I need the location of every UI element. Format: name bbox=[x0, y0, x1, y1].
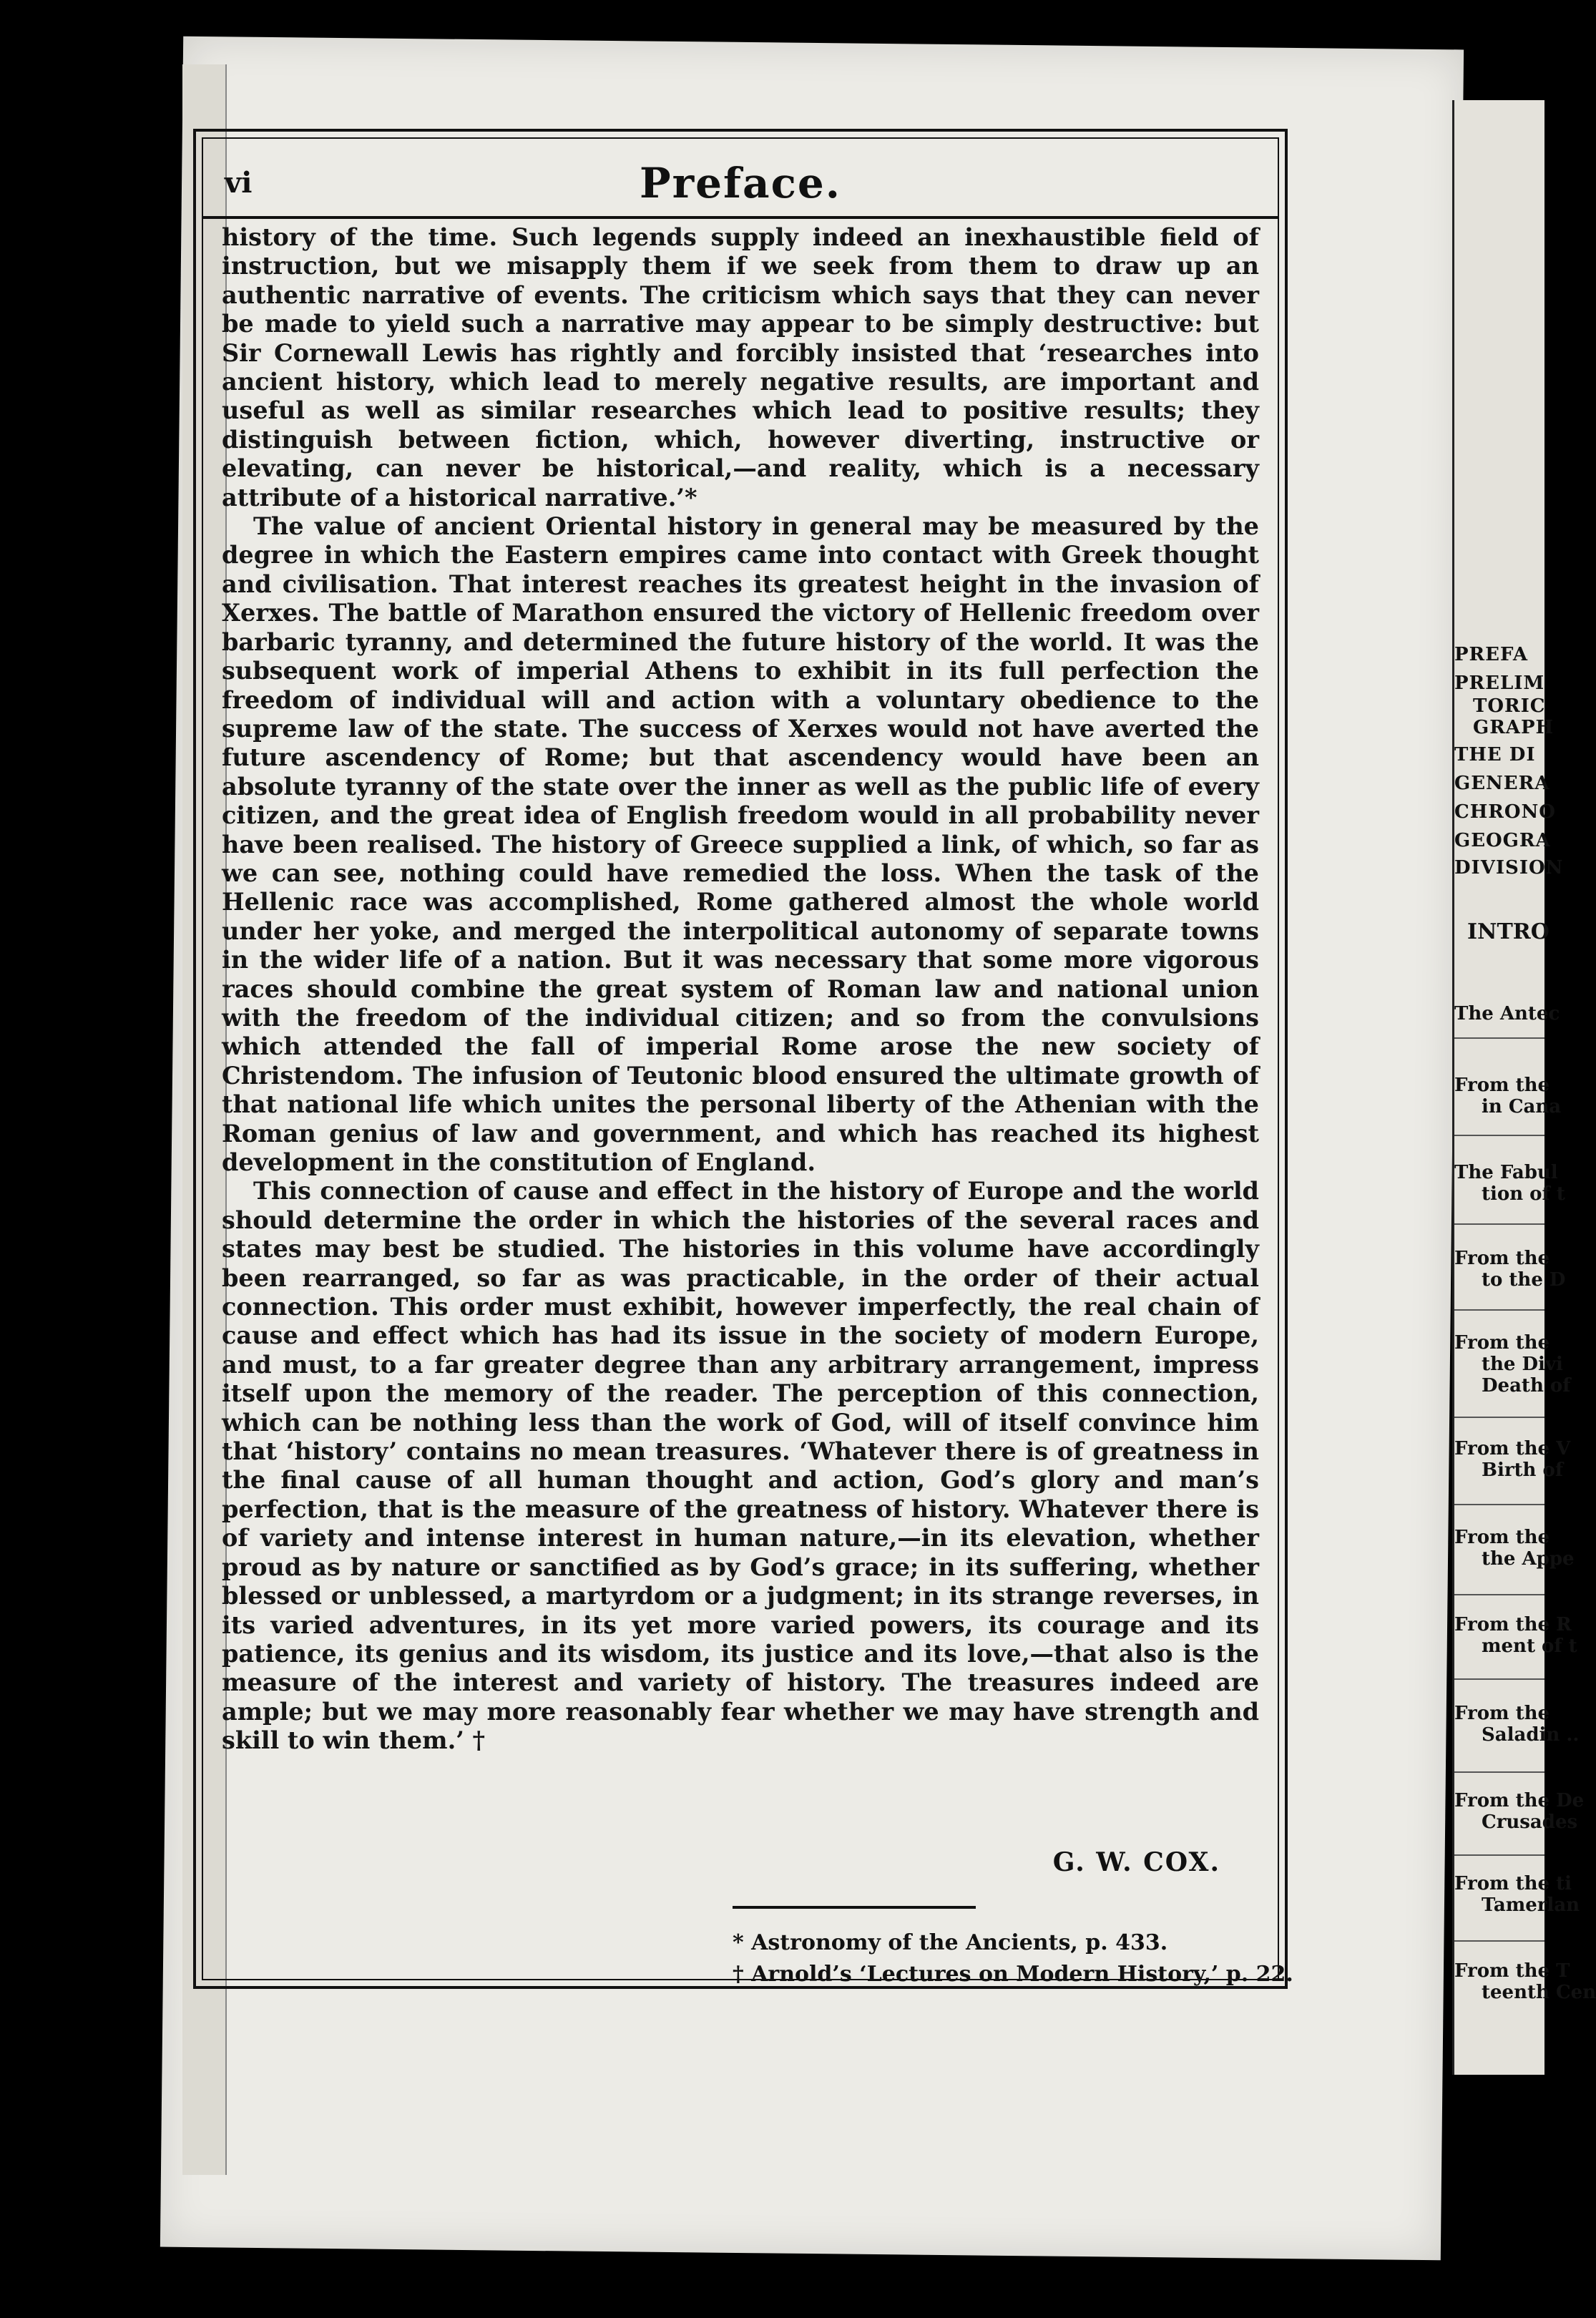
paragraph-2: The value of ancient Oriental history in general may be measured by the degree in which the Eastern empires came into contact with Greek thought and civilisation. That interest reaches its greatest height in the invasion of Xerxes. The battle of Marathon ensured the victory of Hellenic freedom over barbaric tyranny, and determined the future history of the world. It was the subsequent work of imperial Athens to exhibit in its full perfection the freedom of individual will and action with a voluntary obedience to the supreme law of the state. The success of Xerxes would not have averted the future ascendency of Rome; but that ascendency would have been an absolute tyranny of the state over the inner as well as the public life of every citizen, and the great idea of English freedom would in all probability never have been realised. The history of Greece supplied a link, of which, so far as we can see, nothing could have remedied the loss. When the task of the Hellenic race was accomplished, Rome gathered almost the whole world under her yoke, and merged the interpolitical autonomy of separate towns in the wider life of a nation. But it was necessary that some more vigorous races should combine the great system of Roman law and national union with the freedom of the individual citizen; and so from the convulsions which attended the fall of imperial Rome arose the new society of Christendom. The infusion of Teutonic blood ensured the ultimate growth of that national life which unites the personal liberty of the Athenian with the Roman genius of law and government, and which has reached its highest development in the constitution of England. bbox=[222, 512, 1259, 1176]
toc-caps-item: PRELIM bbox=[1454, 673, 1545, 694]
toc-entry: From the the Appe bbox=[1454, 1527, 1575, 1570]
running-head: Preface. bbox=[639, 159, 841, 207]
toc-entry: From the R ment of t bbox=[1454, 1614, 1577, 1657]
toc-entry: From the the Divi Death of bbox=[1454, 1332, 1571, 1397]
footnotes bbox=[733, 1927, 1293, 1990]
toc-entry: From the T teenth Cen bbox=[1454, 1960, 1596, 2003]
preface-body bbox=[222, 223, 1259, 1756]
page-number: vi bbox=[225, 166, 253, 200]
toc-entry: The Antec bbox=[1454, 1003, 1560, 1024]
footnote-2: † Arnold’s ‘Lectures on Modern History,’ p. 22. bbox=[733, 1962, 1293, 1987]
toc-entry: From the ti Tamerlan bbox=[1454, 1873, 1580, 1916]
footnote-1: * Astronomy of the Ancients, p. 433. bbox=[733, 1930, 1168, 1955]
toc-entry: From the De Crusades bbox=[1454, 1790, 1585, 1833]
toc-caps-item: DIVISION bbox=[1454, 857, 1564, 879]
adjacent-page bbox=[1452, 100, 1596, 2075]
toc-caps-item: TORIC bbox=[1473, 695, 1546, 717]
toc-entry: From the in Cana bbox=[1454, 1075, 1562, 1118]
toc-caps-item: PREFA bbox=[1454, 644, 1529, 665]
paragraph-3: This connection of cause and effect in the history of Europe and the world should determine the order in which the histories of the several races and states may best be studied. The histories in this volume have accordingly been rearranged, so far as was practicable, in the order of their actual connection. This order must exhibit, however imperfectly, the real chain of cause and effect which has had its issue in the society of modern Europe, and must, to a far greater degree than any arbitrary arrangement, impress itself upon the memory of the reader. The perception of this connection, which can be nothing less than the work of God, will of itself convince him that ‘history’ contains no mean treasures. ‘Whatever there is of greatness in the final cause of all human thought and action, God’s glory and man’s perfection, that is the measure of the greatness of history. Whatever there is of variety and intense interest in human nature,—in its elevation, whether proud as by nature or sanctified as by God’s grace; in its suffering, whether blessed or unblessed, a martyrdom or a judgment; in its strange reverses, in its varied adventures, in its yet more varied powers, its courage and its patience, its genius and its wisdom, its justice and its love,—that also is the measure of the interest and variety of history. The treasures indeed are ample; but we may more reasonably fear whether we may have strength and skill to win them.’ † bbox=[222, 1177, 1259, 1755]
toc-entry: From the Saladin .. bbox=[1454, 1703, 1580, 1746]
toc-caps-item: THE DI bbox=[1454, 744, 1536, 766]
toc-caps-item: CHRONO bbox=[1454, 801, 1556, 823]
footnote-divider bbox=[733, 1906, 976, 1909]
toc-entry: The Fabul tion of t bbox=[1454, 1162, 1565, 1205]
toc-entry: From the to the D bbox=[1454, 1248, 1566, 1291]
toc-entry: From the V Birth of bbox=[1454, 1438, 1571, 1481]
paragraph-1: history of the time. Such legends supply indeed an inexhaustible field of instruction, but we misapply them if we seek from them to draw up an authentic narrative of events. The criticism which says that they can never be made to yield such a narrative may appear to be simply destructive: but Sir Cornewall Lewis has rightly and forcibly insisted that ‘researches into ancient history, which lead to merely negative results, are important and useful as well as similar researches which lead to positive results; they distinguish between fiction, which, however diverting, instructive or elevating, can never be historical,—and reality, which is a necessary attribute of a historical narrative.’* bbox=[222, 223, 1259, 512]
page-border bbox=[193, 129, 1293, 1989]
page-border-inner bbox=[202, 137, 1293, 1987]
toc-section-heading: INTRO bbox=[1467, 919, 1550, 944]
toc-caps-item: GENERA bbox=[1454, 773, 1550, 794]
toc-caps-item: GRAPH bbox=[1473, 717, 1555, 738]
author-signature: G. W. COX. bbox=[1052, 1847, 1220, 1877]
page-header bbox=[203, 152, 1278, 219]
toc-caps-item: GEOGRA bbox=[1454, 830, 1551, 851]
